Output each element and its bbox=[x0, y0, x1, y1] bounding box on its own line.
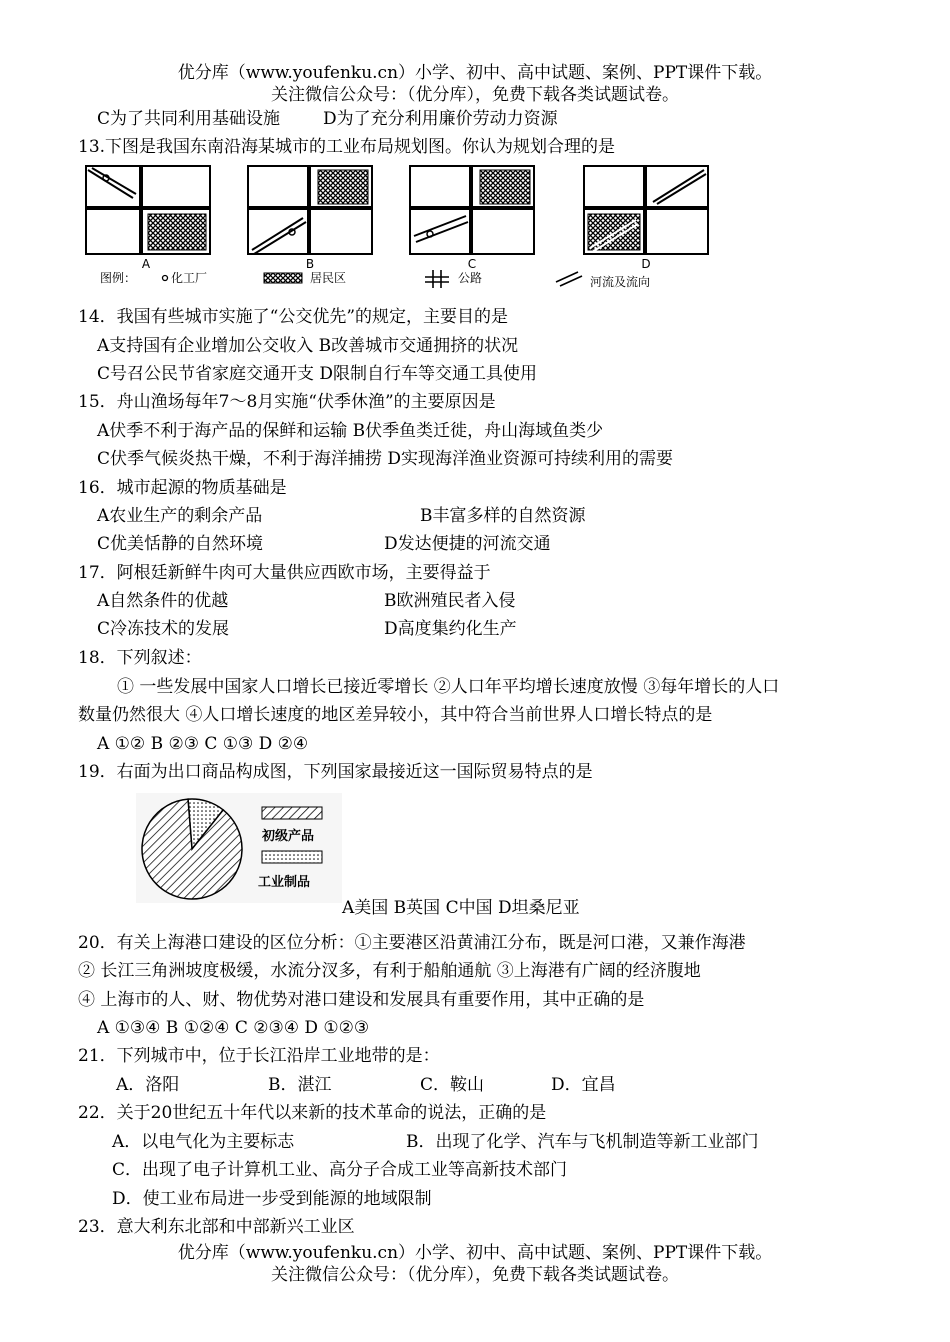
q21-option-d: D．宜昌 bbox=[551, 1075, 616, 1095]
q21-option-b: B．湛江 bbox=[268, 1075, 332, 1095]
road-legend-icon bbox=[425, 270, 449, 288]
map-d bbox=[584, 166, 708, 254]
q22-option-a: A．以电气化为主要标志 bbox=[112, 1132, 295, 1152]
residential-area-icon bbox=[148, 214, 206, 250]
q18-stem: 18．下列叙述： bbox=[78, 648, 202, 668]
q18-statements-line-2: 数量仍然很大 ④人口增长速度的地区差异较小，其中符合当前世界人口增长特点的是 bbox=[78, 705, 713, 725]
map-b-label: B bbox=[305, 257, 315, 271]
footer-line-2: 关注微信公众号：（优分库），免费下载各类试题试卷。 bbox=[271, 1265, 679, 1285]
q14-options-row-2: C号召公民节省家庭交通开支 D限制自行车等交通工具使用 bbox=[97, 364, 538, 384]
legend-chemical-plant: 化工厂 bbox=[171, 271, 208, 285]
q21-stem: 21．下列城市中，位于长江沿岸工业地带的是： bbox=[78, 1046, 440, 1066]
legend-river: 河流及流向 bbox=[590, 275, 651, 289]
q12-option-c: C为了共同利用基础设施 bbox=[97, 109, 281, 129]
q20-stem: 20．有关上海港口建设的区位分析：①主要港区沿黄浦江分布，既是河口港，又兼作海港 bbox=[78, 933, 746, 953]
q16-stem: 16．城市起源的物质基础是 bbox=[78, 478, 287, 498]
legend-manufactured-goods-label: 工业制品 bbox=[258, 875, 311, 890]
map-d-label: D bbox=[641, 257, 651, 271]
river-legend-icon bbox=[556, 272, 582, 286]
footer-line-1: 优分库（www.youfenku.cn）小学、初中、高中试题、案例、PPT课件下载。 bbox=[177, 1243, 773, 1263]
q21-option-c: C．鞍山 bbox=[420, 1075, 485, 1095]
legend-primary-products-label: 初级产品 bbox=[262, 829, 315, 844]
q18-statements-line-1: ① 一些发展中国家人口增长已接近零增长 ②人口年平均增长速度放慢 ③每年增长的人口 bbox=[117, 677, 780, 697]
q17-option-c: C冷冻技术的发展 bbox=[97, 619, 230, 639]
chemical-plant-legend-icon bbox=[163, 276, 168, 281]
residential-legend-icon bbox=[264, 273, 302, 283]
q22-option-d: D．使工业布局进一步受到能源的地域限制 bbox=[112, 1189, 432, 1209]
q18-options: A ①② B ②③ C ①③ D ②④ bbox=[97, 734, 309, 754]
q22-option-b: B．出现了化学、汽车与飞机制造等新工业部门 bbox=[406, 1132, 759, 1152]
q12-option-d: D为了充分利用廉价劳动力资源 bbox=[323, 109, 558, 129]
header-line-1: 优分库（www.youfenku.cn）小学、初中、高中试题、案例、PPT课件下载。 bbox=[177, 63, 773, 83]
header-line-2: 关注微信公众号：（优分库），免费下载各类试题试卷。 bbox=[271, 85, 679, 105]
export-composition-pie-chart bbox=[136, 793, 342, 903]
q17-stem: 17．阿根廷新鲜牛肉可大量供应西欧市场，主要得益于 bbox=[78, 563, 491, 583]
q17-option-d: D高度集约化生产 bbox=[384, 619, 517, 639]
map-a-label: A bbox=[141, 257, 151, 271]
q17-option-b: B欧洲殖民者入侵 bbox=[384, 591, 516, 611]
q13-layout-maps bbox=[78, 158, 718, 298]
q22-option-c: C．出现了电子计算机工业、高分子合成工业等高新技术部门 bbox=[112, 1160, 568, 1180]
residential-area-icon bbox=[318, 170, 368, 204]
q20-options: A ①③④ B ①②④ C ②③④ D ①②③ bbox=[97, 1018, 370, 1038]
map-a bbox=[86, 166, 210, 254]
q16-option-b: B丰富多样的自然资源 bbox=[420, 506, 586, 526]
q19-options: A美国 B英国 C中国 D坦桑尼亚 bbox=[342, 898, 580, 918]
legend-prefix: 图例： bbox=[100, 271, 137, 285]
map-c-label: C bbox=[467, 257, 477, 271]
q19-stem: 19．右面为出口商品构成图，下列国家最接近这一国际贸易特点的是 bbox=[78, 762, 593, 782]
map-c bbox=[410, 166, 534, 254]
map-b bbox=[248, 166, 372, 254]
q14-options-row-1: A支持国有企业增加公交收入 B改善城市交通拥挤的状况 bbox=[97, 336, 519, 356]
q22-stem: 22．关于20世纪五十年代以来新的技术革命的说法，正确的是 bbox=[78, 1103, 547, 1123]
q21-option-a: A．洛阳 bbox=[116, 1075, 180, 1095]
q20-line-3: ④ 上海市的人、财、物优势对港口建设和发展具有重要作用，其中正确的是 bbox=[78, 990, 645, 1010]
legend-residential: 居民区 bbox=[310, 271, 347, 285]
q20-line-2: ② 长江三角洲坡度极缓，水流分汊多，有利于船舶通航 ③上海港有广阔的经济腹地 bbox=[78, 961, 701, 981]
q17-option-a: A自然条件的优越 bbox=[97, 591, 229, 611]
q16-option-c: C优美恬静的自然环境 bbox=[97, 534, 264, 554]
legend-primary-products-swatch bbox=[262, 807, 322, 819]
q15-stem: 15．舟山渔场每年7～8月实施“伏季休渔”的主要原因是 bbox=[78, 392, 496, 412]
q14-stem: 14．我国有些城市实施了“公交优先”的规定，主要目的是 bbox=[78, 307, 509, 327]
q15-options-row-2: C伏季气候炎热干燥，不利于海洋捕捞 D实现海洋渔业资源可持续利用的需要 bbox=[97, 449, 674, 469]
q23-stem: 23．意大利东北部和中部新兴工业区 bbox=[78, 1217, 355, 1237]
q13-stem: 13.下图是我国东南沿海某城市的工业布局规划图。你认为规划合理的是 bbox=[78, 137, 616, 157]
q16-option-a: A农业生产的剩余产品 bbox=[97, 506, 263, 526]
q15-options-row-1: A伏季不利于海产品的保鲜和运输 B伏季鱼类迁徙，舟山海域鱼类少 bbox=[97, 421, 604, 441]
legend-manufactured-goods-swatch bbox=[262, 851, 322, 863]
q16-option-d: D发达便捷的河流交通 bbox=[384, 534, 551, 554]
residential-area-icon bbox=[480, 170, 530, 204]
legend-road: 公路 bbox=[458, 271, 483, 285]
